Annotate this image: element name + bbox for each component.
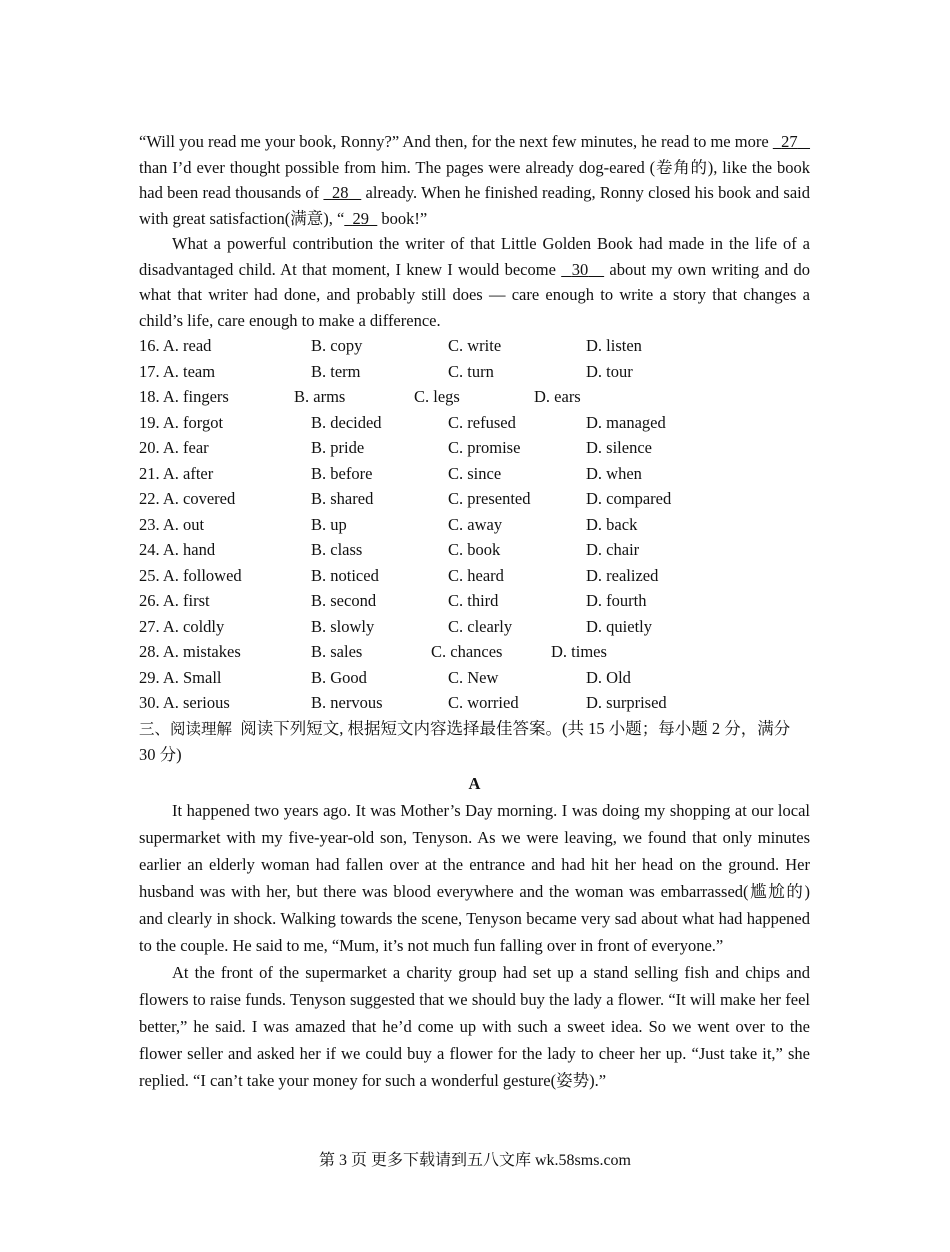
option-row-27 [139, 614, 810, 640]
option-d: D. tour [586, 361, 633, 381]
option-a: 30. A. serious [139, 693, 230, 712]
passage-paragraph [139, 129, 810, 231]
option-a: 28. A. mistakes [139, 642, 241, 661]
option-b: B. noticed [311, 565, 379, 585]
page-content [139, 129, 810, 1094]
passage-title: A [468, 773, 481, 793]
option-d: D. chair [586, 540, 640, 559]
option-c: C. clearly [448, 616, 513, 636]
option-d: D. silence [586, 438, 652, 457]
passage-text: already. When he finished reading, Ronny closed his book and said with great satisfaction(满意), “ [139, 183, 811, 228]
blank-27 [773, 132, 810, 151]
option-a: 27. A. coldly [139, 616, 225, 636]
option-b: B. up [311, 514, 347, 534]
option-d: D. times [551, 642, 607, 661]
section-header [139, 716, 810, 768]
option-c: C. refused [448, 412, 516, 432]
passage-text: than I’d ever thought possible from him. The pages were already dog-eared (卷角的), like the book had been read thousands of [139, 157, 810, 202]
option-d: D. listen [586, 336, 642, 355]
option-c: C. book [448, 540, 501, 559]
option-row-22 [139, 486, 810, 512]
option-d: D. managed [586, 412, 666, 432]
option-row-23 [139, 512, 810, 538]
option-row-17 [139, 359, 810, 385]
option-b: B. decided [311, 412, 382, 432]
option-b: B. nervous [311, 693, 383, 712]
page-footer: 第 3 页 更多下载请到五八文库 wk.58sms.com [318, 1152, 631, 1169]
option-c: C. chances [431, 642, 503, 661]
option-row-26 [139, 588, 810, 614]
option-a: 17. A. team [139, 361, 216, 381]
option-d: D. Old [586, 667, 631, 687]
option-d: D. back [586, 514, 638, 534]
blank-28 [323, 183, 361, 202]
option-c: C. presented [448, 489, 531, 508]
option-b: B. shared [311, 489, 374, 508]
option-row-25 [139, 563, 810, 589]
option-b: B. class [311, 540, 363, 559]
option-d: D. surprised [586, 693, 667, 712]
option-c: C. worried [448, 693, 519, 712]
passage-text: about my own writing and do what that writer had done, and probably still does — care enough to write a story that changes a child’s life, care enough to make a difference. [139, 259, 810, 330]
option-row-28 [139, 639, 810, 665]
option-c: C. since [448, 463, 502, 483]
option-b: B. copy [311, 336, 363, 355]
option-d: D. ears [534, 387, 581, 406]
option-a: 20. A. fear [139, 438, 209, 457]
blank-number: 29 [352, 208, 370, 228]
option-a: 29. A. Small [139, 667, 222, 687]
option-c: C. New [448, 667, 499, 687]
option-row-21 [139, 461, 810, 487]
option-b: B. sales [311, 642, 363, 661]
option-a: 19. A. forgot [139, 412, 224, 432]
blank-30 [561, 260, 604, 279]
option-b: B. before [311, 463, 373, 483]
section-instruction: 阅读下列短文, 根据短文内容选择最佳答案。(共 15 小题；每小题 2 分，满分 30 分) [139, 718, 791, 764]
option-c: C. away [448, 514, 503, 534]
option-c: C. third [448, 591, 499, 610]
blank-29 [344, 209, 377, 228]
option-b: B. second [311, 591, 377, 610]
option-row-19 [139, 410, 810, 436]
section-label: 三、阅读理解 [139, 719, 233, 738]
option-a: 18. A. fingers [139, 387, 229, 406]
option-row-29 [139, 665, 810, 691]
option-row-18 [139, 384, 810, 410]
option-a: 23. A. out [139, 514, 205, 534]
option-d: D. compared [586, 489, 672, 508]
option-a: 16. A. read [139, 336, 212, 355]
passage-text: What a powerful contribution the writer of that Little Golden Book had made in the life of a disadvantaged child. At that moment, I knew I would become [139, 234, 810, 279]
option-row-30 [139, 690, 810, 716]
passage-paragraph: At the front of the supermarket a charity group had set up a stand selling fish and chips and flowers to raise funds. Tenyson suggested that we should buy the lady a flower. “It will make her feel better,” he said. I was amazed that he’d come up with such a sweet idea. So we went over to the flower seller and asked her if we could buy a flower for the lady to cheer her up. “Just take it,” she replied. “I can’t take your money for such a wonderful gesture(姿势).” [139, 962, 810, 1090]
option-c: C. heard [448, 565, 504, 585]
option-a: 21. A. after [139, 463, 214, 483]
option-row-20 [139, 435, 810, 461]
option-b: B. Good [311, 667, 367, 687]
blank-number: 28 [331, 183, 349, 202]
passage-paragraph [139, 231, 810, 333]
option-c: C. promise [448, 438, 521, 457]
option-c: C. legs [414, 387, 460, 406]
passage-text: “Will you read me your book, Ronny?” And then, for the next few minutes, he read to me more [139, 132, 773, 151]
option-row-16 [139, 333, 810, 359]
option-b: B. arms [294, 387, 346, 406]
option-c: C. turn [448, 361, 494, 381]
option-d: D. realized [586, 565, 659, 585]
option-a: 26. A. first [139, 591, 210, 610]
option-b: B. term [311, 361, 361, 381]
option-d: D. fourth [586, 591, 647, 610]
passage-paragraph: It happened two years ago. It was Mother’s Day morning. I was doing my shopping at our local supermarket with my five-year-old son, Tenyson. As we were leaving, we found that only minutes earlier an elderly woman had fallen over at the entrance and had hit her head on the ground. Her husband was with her, but there was blood everywhere and the woman was embarrassed(尴尬的) and clearly in shock. Walking towards the scene, Tenyson became very sad about what had happened to the couple. He said to me, “Mum, it’s not much fun falling over in front of everyone.” [139, 800, 810, 955]
option-a: 25. A. followed [139, 565, 242, 585]
option-d: D. quietly [586, 616, 652, 636]
passage-text: book!” [377, 208, 428, 228]
option-a: 24. A. hand [139, 540, 216, 559]
blank-number: 30 [571, 259, 589, 279]
blank-number: 27 [781, 132, 798, 151]
option-a: 22. A. covered [139, 489, 236, 508]
option-d: D. when [586, 463, 642, 483]
option-b: B. slowly [311, 616, 375, 636]
option-b: B. pride [311, 438, 365, 457]
option-c: C. write [448, 336, 502, 355]
answer-options [139, 333, 810, 716]
option-row-24 [139, 537, 810, 563]
